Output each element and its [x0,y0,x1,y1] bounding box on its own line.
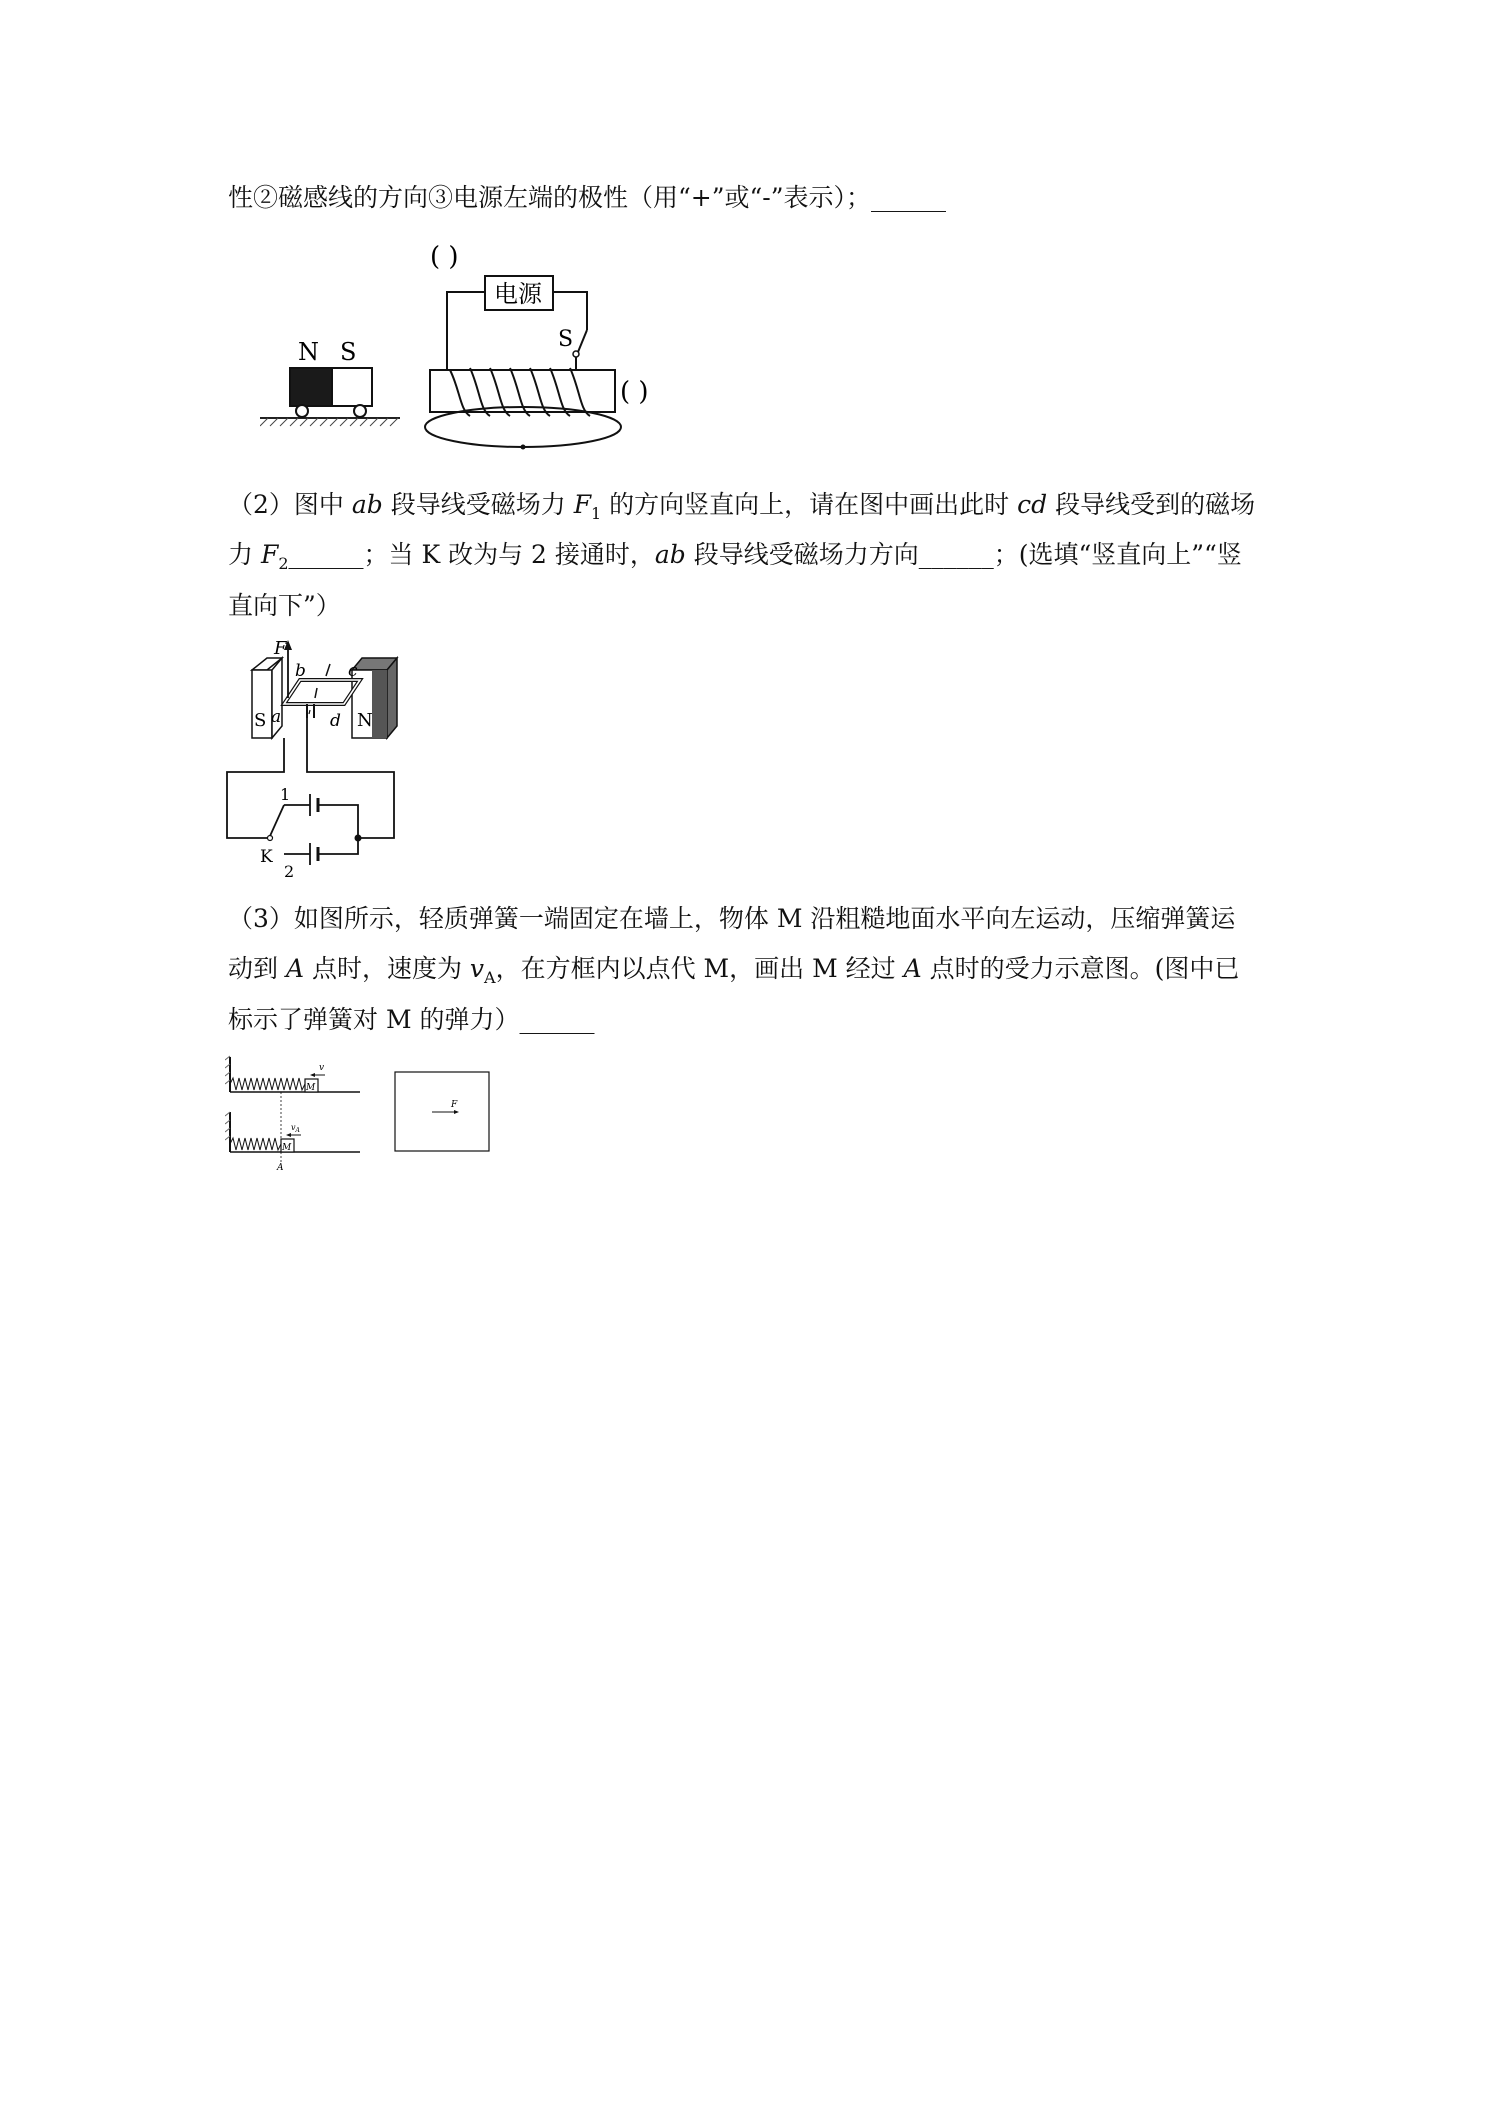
spring-bottom [230,1138,281,1150]
q2-text-line-3: 直向下”） [228,591,341,620]
q3-text-line-3: 标示了弹簧对 M 的弹力）______ [228,1005,595,1034]
block-m-bottom-label: M [282,1143,292,1153]
magnet-n-label: N [298,338,319,366]
q2-text-line-2: 力 $F_2\_\_\_\_\_\_$；当 K 改为与 2 接通时，ab 段导线受磁场力方向______；(选填“竖直向上”“竖 [228,540,1242,573]
pole-s-label: S [254,710,267,731]
contact-2-label: 2 [284,862,295,880]
top-bracket: ( ) [430,242,459,272]
q3-figure [225,1052,495,1172]
pole-n-label: N [357,710,373,731]
right-bracket: ( ) [620,377,649,407]
q1-text-line-1: 性②磁感线的方向③电源左端的极性（用“+”或“-”表示）；______ [228,183,947,212]
magnet-s-label: S [340,338,357,366]
power-supply-label: 电源 [494,280,542,308]
q3-text-line-1: （3）如图所示，轻质弹簧一端固定在墙上，物体 M 沿粗糙地面水平向左运动，压缩弹簧运 [228,904,1236,933]
switch-s [578,330,587,352]
wire-a-label: a [271,707,282,727]
velocity-bottom-label: $v_A$ [291,1123,300,1134]
q2-text-line-1: （2）图中 ab 段导线受磁场力 $F_1$ 的方向竖直向上，请在图中画出此时 cd 段导线受到的磁场 [228,490,1256,523]
point-a-label: A [277,1163,284,1172]
force-f-label: F [274,640,287,659]
q3-text-line-2: 动到 A 点时，速度为 $v_A$，在方框内以点代 M，画出 M 经过 A 点时的受力示意图。(图中已 [228,954,1240,987]
q2-figure [222,640,407,880]
spring-force-label: F [451,1100,458,1110]
switch-label: S [558,327,574,352]
spring-top [230,1078,305,1090]
velocity-top-label: v [319,1063,325,1073]
wire-d-label: d [330,711,341,731]
wire-b-label: b [295,661,306,681]
magnet-s-pole [332,368,372,406]
contact-1-label: 1 [280,785,291,804]
magnet-n-pole [290,368,332,406]
wire-c-label: c [348,661,358,681]
switch-k [270,805,284,836]
q1-figure [260,240,680,455]
block-m-top-label: M [306,1083,316,1093]
switch-k-label: K [260,847,273,867]
